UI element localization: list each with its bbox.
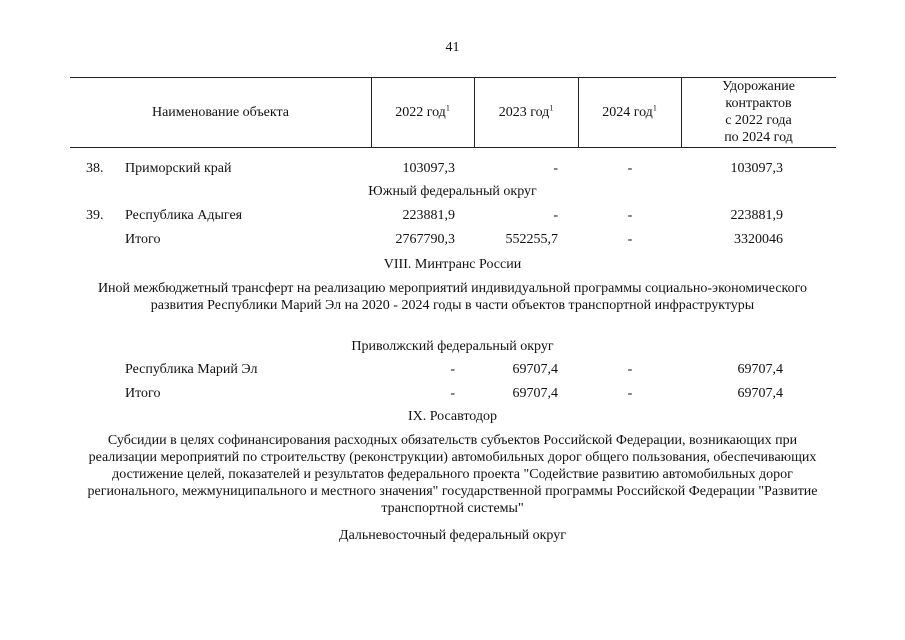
header-2023 (474, 77, 578, 147)
row-total-2022: 2767790,3 (395, 232, 455, 247)
header-name-label: Наименование объекта (151, 104, 290, 120)
row-39-total: 223881,9 (730, 208, 783, 223)
row-total-total: 3320046 (734, 232, 783, 247)
row-38-2022: 103097,3 (402, 161, 455, 176)
header-increase-line2: контрактов (725, 96, 792, 111)
section-rosavtodor-description: Субсидии в целях софинансирования расходных обязательств субъектов Российской Федерации, возникающих при реализации мероприятий по строительству (реконструкции) автомобильных дорог общего пользования, обеспечивающих достижение целей, показателей и результатов федерального проекта "Содействие развитию автомобильных дорог регионального, межмуниципального и местного значения" государственной программы Российской Федерации "Развитие транспортной системы" (87, 433, 818, 516)
header-2022-label: 2022 год (395, 104, 446, 120)
row-mari-el-2022: - (450, 362, 455, 377)
row-38-2023: - (553, 161, 558, 176)
row-mari-el-total-name: Итого (125, 386, 161, 401)
section-mintrans-heading: VIII. Минтранс России (383, 257, 522, 272)
row-mari-el-total: 69707,4 (737, 362, 783, 377)
section-rosavtodor-heading: IX. Росавтодор (407, 409, 498, 424)
row-mari-el-total-2022: - (450, 386, 455, 401)
header-increase (681, 77, 836, 147)
row-mari-el-total-2023: 69707,4 (512, 386, 558, 401)
row-38-total: 103097,3 (730, 161, 783, 176)
footnote-mark: 1 (445, 102, 450, 112)
row-total-2023: 552255,7 (505, 232, 558, 247)
header-increase-line4: по 2024 год (724, 130, 793, 145)
footnote-mark: 1 (652, 102, 657, 112)
row-39-2022: 223881,9 (402, 208, 455, 223)
page-number: 41 (445, 40, 460, 55)
row-mari-el-total-total: 69707,4 (737, 386, 783, 401)
section-south-district: Южный федеральный округ (368, 184, 537, 199)
row-38-num: 38. (86, 161, 104, 176)
header-2024 (578, 77, 681, 147)
footnote-mark: 1 (549, 102, 554, 112)
section-mintrans-description: Иной межбюджетный трансферт на реализацию мероприятий индивидуальной программы социально-экономического развития Республики Марий Эл на 2020 - 2024 годы в части объектов транспортной инфраструктуры (97, 281, 808, 313)
row-38-2024: - (627, 161, 633, 176)
row-total-name: Итого (125, 232, 161, 247)
row-mari-el-2023: 69707,4 (512, 362, 558, 377)
header-2022 (371, 77, 474, 147)
row-39-num: 39. (86, 208, 104, 223)
header-name (70, 77, 371, 147)
section-far-east-district: Дальневосточный федеральный округ (339, 528, 566, 543)
section-volga-district: Приволжский федеральный округ (351, 339, 554, 354)
row-mari-el-total-2024: - (627, 386, 633, 401)
row-mari-el-2024: - (627, 362, 633, 377)
row-total-2024: - (627, 232, 633, 247)
row-39-2023: - (553, 208, 558, 223)
header-increase-line1: Удорожание (722, 79, 795, 94)
header-bottom-rule (70, 147, 836, 148)
row-38-name: Приморский край (125, 161, 232, 176)
header-2023-label: 2023 год (498, 104, 550, 120)
row-39-name: Республика Адыгея (125, 208, 243, 223)
header-2024-label: 2024 год (602, 104, 653, 120)
row-mari-el-name: Республика Марий Эл (125, 362, 258, 377)
row-39-2024: - (627, 208, 633, 223)
header-increase-line3: с 2022 года (725, 113, 792, 128)
